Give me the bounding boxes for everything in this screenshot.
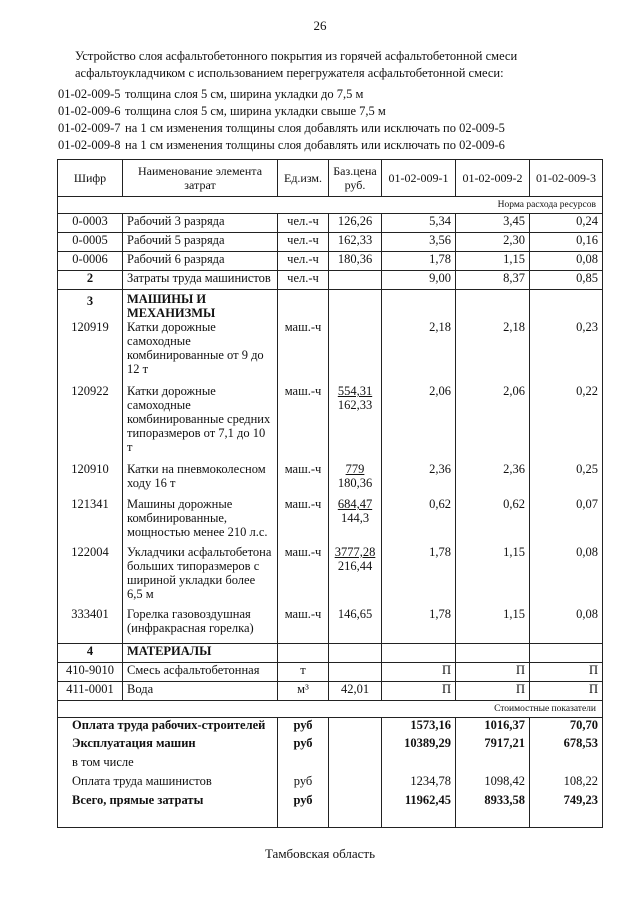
cell-name: Рабочий 6 разряда (123, 252, 278, 271)
table-row (58, 384, 603, 462)
cost-name: Эксплуатация машин (58, 736, 278, 755)
cost-v2: 8933,58 (456, 793, 530, 827)
cell-v1: 1,78 (382, 545, 456, 607)
cost-name: Всего, прямые затраты (58, 793, 278, 827)
resource-table (57, 159, 603, 828)
cell-price (329, 271, 382, 290)
cost-unit: руб (278, 793, 329, 827)
cost-v3: 108,22 (530, 774, 603, 793)
intro-line-1: Устройство слоя асфальтобетонного покрытия из горячей асфальтобетонной смеси (75, 49, 518, 63)
cell-unit: м³ (278, 681, 329, 700)
cell-unit: маш.-ч (278, 462, 329, 497)
cell-name: Вода (123, 681, 278, 700)
cost-v2 (456, 755, 530, 774)
code-text: на 1 см изменения толщины слоя добавлять или исключать по 02-009-5 (125, 121, 505, 135)
table-row (58, 320, 603, 384)
empty-cell (456, 643, 530, 662)
cell-cipher: 410-9010 (58, 662, 123, 681)
empty-cell (278, 643, 329, 662)
cell-v3: 0,08 (530, 545, 603, 607)
code-text: толщина слоя 5 см, ширина укладки до 7,5 м (125, 87, 364, 101)
empty-cell (329, 717, 382, 736)
cost-v3: 70,70 (530, 717, 603, 736)
code-id: 01-02-009-6 (58, 104, 121, 118)
col-header-c2: 01-02-009-2 (456, 160, 530, 197)
price-value: 144,3 (340, 511, 370, 525)
section-header-machines (58, 290, 603, 321)
cell-cipher: 0-0005 (58, 233, 123, 252)
table-row (58, 462, 603, 497)
price-value: 216,44 (337, 559, 373, 573)
cost-row (58, 717, 603, 736)
price-top: 3777,28 (334, 545, 376, 559)
cell-cipher: 120922 (58, 384, 123, 462)
cell-cipher: 121341 (58, 497, 123, 545)
cost-unit: руб (278, 774, 329, 793)
cell-name: Горелка газовоздушная (инфракрасная горелка) (123, 607, 278, 643)
cost-unit (278, 755, 329, 774)
cell-unit: чел.-ч (278, 252, 329, 271)
cell-name: Рабочий 5 разряда (123, 233, 278, 252)
cell-price: 180,36 (329, 252, 382, 271)
price-top: 779 (345, 462, 365, 476)
cell-v3: 0,24 (530, 214, 603, 233)
cost-v1 (382, 755, 456, 774)
cost-v1: 11962,45 (382, 793, 456, 827)
cell-price (329, 320, 382, 384)
empty-cell (382, 290, 456, 321)
cell-v1: 2,06 (382, 384, 456, 462)
empty-cell (329, 774, 382, 793)
cell-cipher: 3 (58, 290, 123, 321)
empty-cell (329, 643, 382, 662)
footer-region: Тамбовская область (264, 846, 376, 861)
cell-v3: 0,25 (530, 462, 603, 497)
empty-cell (329, 290, 382, 321)
cell-unit: маш.-ч (278, 607, 329, 643)
price-value: 180,36 (337, 476, 373, 490)
table-row (58, 214, 603, 233)
cell-v3: 0,16 (530, 233, 603, 252)
cell-cipher: 333401 (58, 607, 123, 643)
cell-v2: 2,36 (456, 462, 530, 497)
cell-name: Катки дорожные самоходные комбинированные средних типоразмеров от 7,1 до 10 т (123, 384, 278, 462)
cell-price: 126,26 (329, 214, 382, 233)
code-row (58, 137, 505, 154)
empty-cell (530, 643, 603, 662)
cell-unit: маш.-ч (278, 545, 329, 607)
intro-text (75, 48, 615, 82)
cost-v2: 1016,37 (456, 717, 530, 736)
price-top: 684,47 (337, 497, 373, 511)
cell-cipher: 0-0003 (58, 214, 123, 233)
machinists-row (58, 271, 603, 290)
cell-price (329, 384, 382, 462)
cell-unit: чел.-ч (278, 233, 329, 252)
cell-v2: 1,15 (456, 545, 530, 607)
cell-v1: П (382, 681, 456, 700)
cell-v2: 2,30 (456, 233, 530, 252)
cell-v3: 0,85 (530, 271, 603, 290)
table-row (58, 545, 603, 607)
code-row (58, 86, 505, 103)
cell-unit: т (278, 662, 329, 681)
cost-row (58, 793, 603, 827)
code-id: 01-02-009-5 (58, 87, 121, 101)
cell-price (329, 662, 382, 681)
cell-cipher: 411-0001 (58, 681, 123, 700)
cell-price: 42,01 (329, 681, 382, 700)
code-text: на 1 см изменения толщины слоя добавлять или исключать по 02-009-6 (125, 138, 505, 152)
cell-cipher: 122004 (58, 545, 123, 607)
cost-row (58, 736, 603, 755)
cost-unit: руб (278, 717, 329, 736)
col-header-c3: 01-02-009-3 (530, 160, 603, 197)
table-row (58, 252, 603, 271)
cell-v1: 2,36 (382, 462, 456, 497)
cost-v1: 1573,16 (382, 717, 456, 736)
cell-v1: 9,00 (382, 271, 456, 290)
code-row (58, 120, 505, 137)
cost-v3: 749,23 (530, 793, 603, 827)
cell-v1: 3,56 (382, 233, 456, 252)
cell-name: Машины дорожные комбинированные, мощностью менее 210 л.с. (123, 497, 278, 545)
norm-note-row (58, 197, 603, 214)
cell-name: Катки на пневмоколесном ходу 16 т (123, 462, 278, 497)
empty-cell (329, 755, 382, 774)
cell-name: Смесь асфальтобетонная (123, 662, 278, 681)
empty-cell (278, 290, 329, 321)
cost-row (58, 774, 603, 793)
cell-v3: П (530, 662, 603, 681)
code-list (58, 86, 505, 154)
cell-v1: П (382, 662, 456, 681)
cost-v3: 678,53 (530, 736, 603, 755)
cell-cipher: 2 (58, 271, 123, 290)
code-id: 01-02-009-8 (58, 138, 121, 152)
cell-v1: 2,18 (382, 320, 456, 384)
table-header-row (58, 160, 603, 197)
cell-v2: 2,06 (456, 384, 530, 462)
code-row (58, 103, 505, 120)
cell-v3: 0,23 (530, 320, 603, 384)
cost-note-row (58, 700, 603, 717)
cell-v1: 1,78 (382, 607, 456, 643)
cell-v3: 0,07 (530, 497, 603, 545)
cell-price (329, 545, 382, 607)
cell-unit: маш.-ч (278, 384, 329, 462)
cell-name: Катки дорожные самоходные комбинированные от 9 до 12 т (123, 320, 278, 384)
intro-line-2: асфальтоукладчиком с использованием перегружателя асфальтобетонной смеси: (75, 66, 504, 80)
cost-v2: 7917,21 (456, 736, 530, 755)
cell-name: Затраты труда машинистов (123, 271, 278, 290)
table-row (58, 662, 603, 681)
cell-v1: 1,78 (382, 252, 456, 271)
cell-price: 162,33 (329, 233, 382, 252)
cell-v2: 0,62 (456, 497, 530, 545)
col-header-unit: Ед.изм. (278, 160, 329, 197)
cell-cipher: 0-0006 (58, 252, 123, 271)
cell-v1: 0,62 (382, 497, 456, 545)
cell-v3: 0,08 (530, 607, 603, 643)
cell-name: Рабочий 3 разряда (123, 214, 278, 233)
cell-name: МАШИНЫ И МЕХАНИЗМЫ (123, 290, 278, 321)
table-row (58, 233, 603, 252)
norm-note: Норма расхода ресурсов (58, 197, 603, 214)
col-header-name: Наименование элемента затрат (123, 160, 278, 197)
cell-price: 146,65 (329, 607, 382, 643)
cell-price (329, 462, 382, 497)
cost-row (58, 755, 603, 774)
cost-v2: 1098,42 (456, 774, 530, 793)
cell-name: МАТЕРИАЛЫ (123, 643, 278, 662)
col-header-c1: 01-02-009-1 (382, 160, 456, 197)
cell-v1: 5,34 (382, 214, 456, 233)
cell-cipher: 120910 (58, 462, 123, 497)
cell-cipher: 120919 (58, 320, 123, 384)
cell-v3: 0,08 (530, 252, 603, 271)
cell-v2: 2,18 (456, 320, 530, 384)
cost-name: Оплата труда рабочих-строителей (58, 717, 278, 736)
cost-name: в том числе (58, 755, 278, 774)
cell-unit: чел.-ч (278, 214, 329, 233)
code-id: 01-02-009-7 (58, 121, 121, 135)
cell-price (329, 497, 382, 545)
table-row (58, 681, 603, 700)
cell-v2: П (456, 662, 530, 681)
cell-unit: чел.-ч (278, 271, 329, 290)
cell-unit: маш.-ч (278, 320, 329, 384)
cell-name: Укладчики асфальтобетона больших типоразмеров с шириной укладки более 6,5 м (123, 545, 278, 607)
empty-cell (530, 290, 603, 321)
code-text: толщина слоя 5 см, ширина укладки свыше 7,5 м (125, 104, 386, 118)
cell-v3: П (530, 681, 603, 700)
empty-cell (382, 643, 456, 662)
cost-v3 (530, 755, 603, 774)
section-header-materials (58, 643, 603, 662)
cost-v1: 10389,29 (382, 736, 456, 755)
empty-cell (329, 736, 382, 755)
cell-v2: 1,15 (456, 607, 530, 643)
page-number: 26 (313, 18, 327, 33)
empty-cell (456, 290, 530, 321)
col-header-cipher: Шифр (58, 160, 123, 197)
table-row (58, 607, 603, 643)
cell-cipher: 4 (58, 643, 123, 662)
cell-v2: 8,37 (456, 271, 530, 290)
cost-v1: 1234,78 (382, 774, 456, 793)
cell-unit: маш.-ч (278, 497, 329, 545)
price-top: 554,31 (337, 384, 373, 398)
cost-name: Оплата труда машинистов (58, 774, 278, 793)
cell-v2: П (456, 681, 530, 700)
table-row (58, 497, 603, 545)
cell-v2: 1,15 (456, 252, 530, 271)
cost-note: Стоимостные показатели (58, 700, 603, 717)
cost-unit: руб (278, 736, 329, 755)
col-header-price: Баз.цена руб. (329, 160, 382, 197)
empty-cell (329, 793, 382, 827)
cell-v3: 0,22 (530, 384, 603, 462)
price-value: 162,33 (337, 398, 373, 412)
cell-v2: 3,45 (456, 214, 530, 233)
